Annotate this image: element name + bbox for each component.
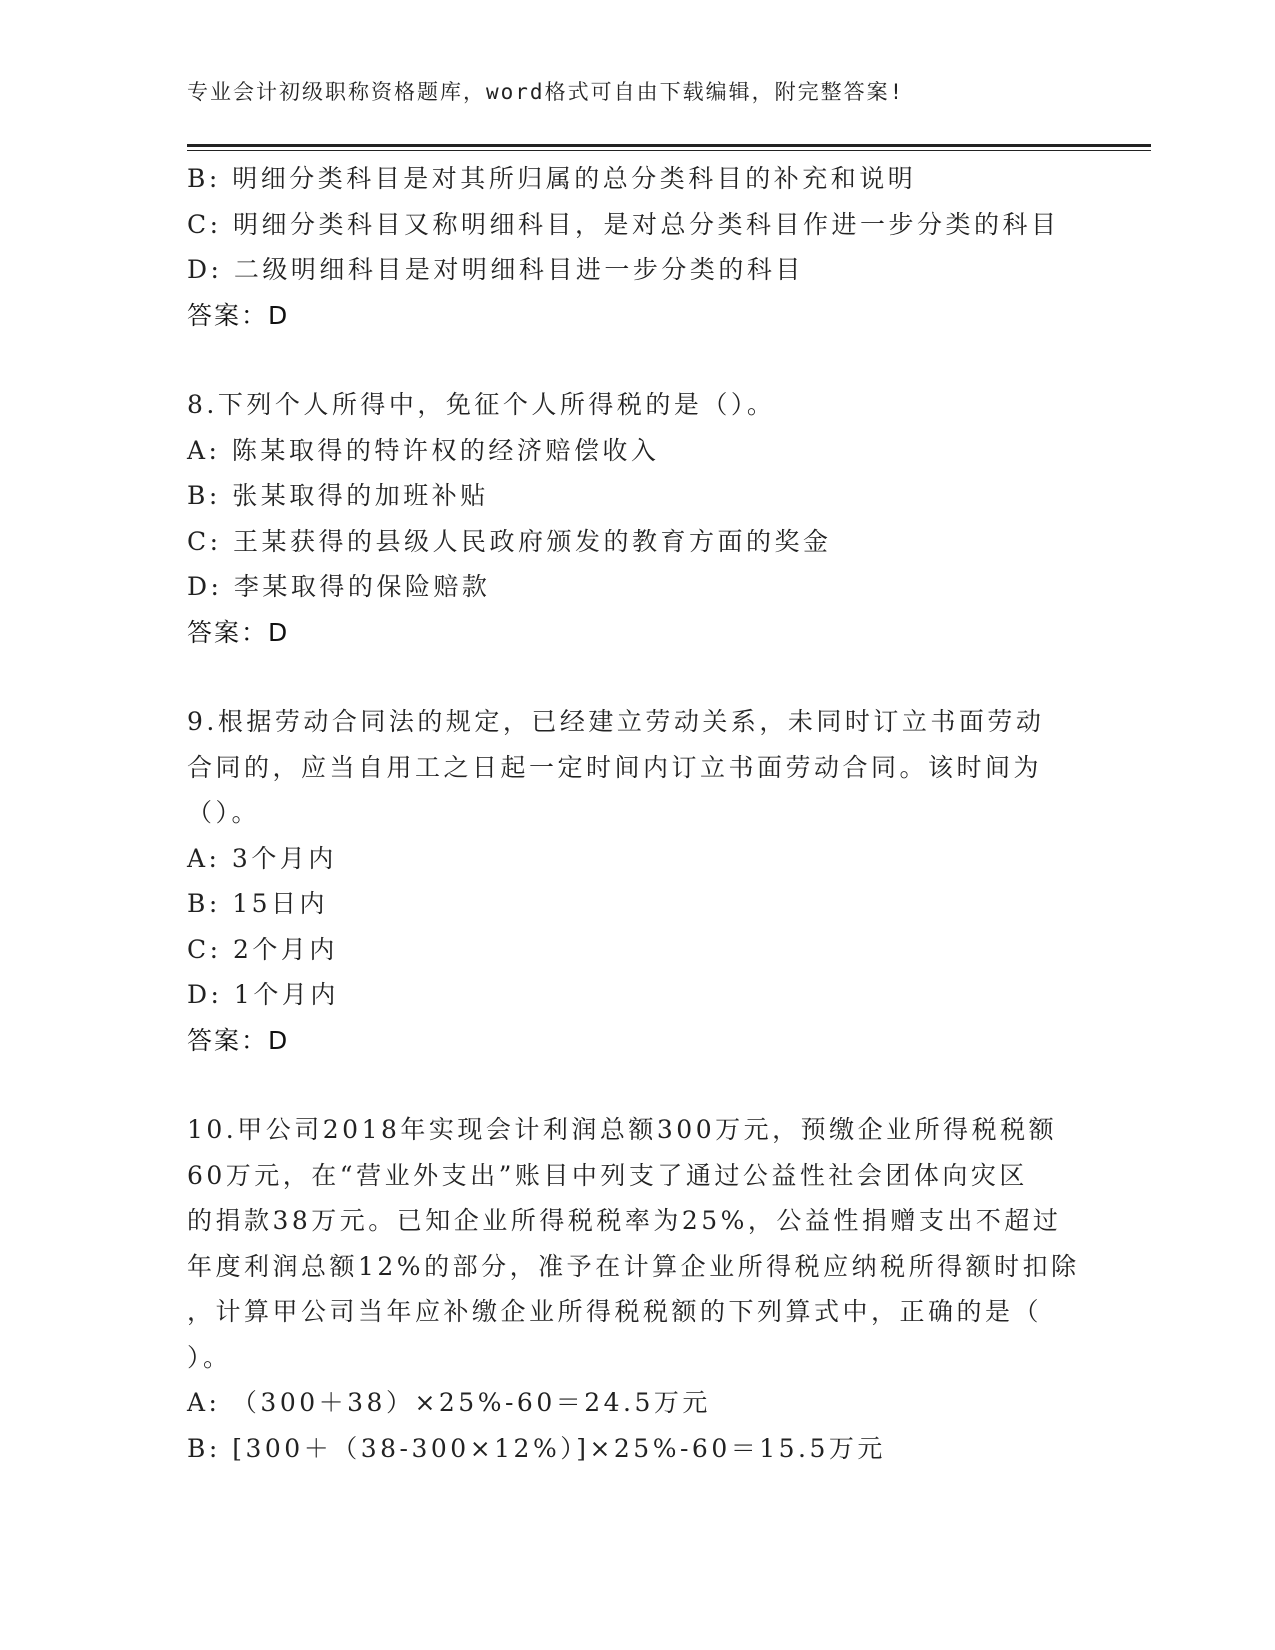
option-line: D: 1个月内 [187, 980, 339, 1009]
question-text: 年度利润总额12%的部分，准予在计算企业所得税应纳税所得额时扣除 [187, 1251, 1080, 1281]
answer-line: 答案：D [187, 617, 290, 647]
question-text: 合同的，应当自用工之日起一定时间内订立书面劳动合同。该时间为 [187, 752, 1043, 782]
question-text: 60万元，在“营业外支出”账目中列支了通过公益性社会团体向灾区 [187, 1160, 1028, 1190]
option-line: A: （300＋38）×25%-60＝24.5万元 [187, 1388, 711, 1417]
header-rule-thick [187, 144, 1151, 147]
option-line: B: [300＋（38-300×12%）]×25%-60＝15.5万元 [187, 1433, 886, 1463]
option-line: C: 王某获得的县级人民政府颁发的教育方面的奖金 [187, 526, 832, 556]
question-text: 的捐款38万元。已知企业所得税税率为25%，公益性捐赠支出不超过 [187, 1206, 1062, 1235]
option-line: B: 明细分类科目是对其所归属的总分类科目的补充和说明 [187, 164, 917, 193]
option-line: C: 2个月内 [187, 934, 338, 964]
block-spacer [187, 655, 1087, 699]
option-line: B: 15日内 [187, 889, 329, 918]
option-line: A: 陈某取得的特许权的经济赔偿收入 [187, 435, 660, 465]
option-line: A: 3个月内 [187, 843, 337, 873]
header-rule-thin [187, 150, 1151, 151]
block-spacer [187, 338, 1087, 382]
question-block-10 [187, 1107, 1087, 1471]
question-block-9 [187, 699, 1087, 1063]
document-body [187, 156, 1087, 1471]
question-block-7 [187, 156, 1087, 338]
block-spacer [187, 1063, 1087, 1107]
answer-line: 答案：D [187, 300, 290, 330]
question-text: （）。 [187, 798, 261, 827]
option-line: D: 李某取得的保险赔款 [187, 572, 491, 601]
option-line: C: 明细分类科目又称明细科目，是对总分类科目作进一步分类的科目 [187, 209, 1060, 239]
question-block-8 [187, 382, 1087, 655]
question-text: ，计算甲公司当年应补缴企业所得税税额的下列算式中，正确的是（ [187, 1297, 1043, 1326]
question-text: ）。 [187, 1342, 232, 1372]
page-header: 专业会计初级职称资格题库，word格式可自由下载编辑，附完整答案! [187, 80, 905, 104]
option-line: D: 二级明细科目是对明细科目进一步分类的科目 [187, 255, 804, 284]
question-text: 9.根据劳动合同法的规定，已经建立劳动关系，未同时订立书面劳动 [187, 707, 1045, 736]
answer-line: 答案：D [187, 1025, 290, 1055]
question-text: 8.下列个人所得中，免征个人所得税的是（）。 [187, 390, 776, 419]
option-line: B: 张某取得的加班补贴 [187, 481, 489, 510]
question-text: 10.甲公司2018年实现会计利润总额300万元，预缴企业所得税税额 [187, 1115, 1058, 1144]
